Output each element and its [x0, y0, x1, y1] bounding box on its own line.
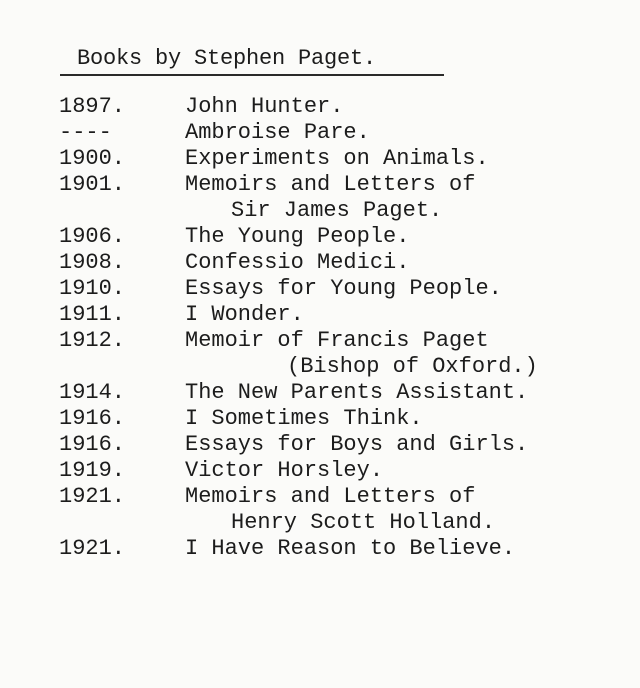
entry-title: Essays for Young People. [185, 276, 502, 301]
list-item [59, 224, 629, 250]
entry-year: 1914. [59, 380, 126, 405]
entry-title-continuation: (Bishop of Oxford.) [287, 354, 538, 379]
entry-title: Confessio Medici. [185, 250, 410, 275]
entry-year: 1911. [59, 302, 126, 327]
list-item [59, 146, 629, 172]
entry-title: The New Parents Assistant. [185, 380, 529, 405]
entry-year: 1912. [59, 328, 126, 353]
list-item [59, 328, 629, 380]
list-item [59, 458, 629, 484]
entry-title: I Wonder. [185, 302, 304, 327]
entry-title-continuation: Henry Scott Holland. [231, 510, 496, 535]
entry-year: 1921. [59, 484, 126, 509]
entry-title: Essays for Boys and Girls. [185, 432, 529, 457]
list-item [59, 276, 629, 302]
list-item [59, 432, 629, 458]
entry-year: 1897. [59, 94, 126, 119]
book-list [59, 94, 629, 562]
entry-year: 1900. [59, 146, 126, 171]
entry-title: The Young People. [185, 224, 410, 249]
entry-year: 1919. [59, 458, 126, 483]
entry-title: Ambroise Pare. [185, 120, 370, 145]
entry-title-continuation: Sir James Paget. [231, 198, 443, 223]
entry-title: I Have Reason to Believe. [185, 536, 516, 561]
list-item [59, 120, 629, 146]
entry-title: Memoir of Francis Paget [185, 328, 489, 353]
entry-year: 1921. [59, 536, 126, 561]
entry-title: Experiments on Animals. [185, 146, 489, 171]
list-item [59, 302, 629, 328]
entry-title: Memoirs and Letters of [185, 484, 476, 509]
list-item [59, 94, 629, 120]
list-item [59, 172, 629, 224]
list-item [59, 536, 629, 562]
entry-year: 1910. [59, 276, 126, 301]
list-item [59, 484, 629, 536]
entry-year: 1906. [59, 224, 126, 249]
entry-year: 1916. [59, 406, 126, 431]
entry-title: John Hunter. [185, 94, 344, 119]
entry-year: ---- [59, 120, 112, 145]
list-item [59, 406, 629, 432]
entry-title: Memoirs and Letters of [185, 172, 476, 197]
entry-year: 1901. [59, 172, 126, 197]
entry-year: 1908. [59, 250, 126, 275]
entry-year: 1916. [59, 432, 126, 457]
list-item [59, 380, 629, 406]
page-title: Books by Stephen Paget. [60, 44, 444, 76]
entry-title: Victor Horsley. [185, 458, 384, 483]
list-item [59, 250, 629, 276]
entry-title: I Sometimes Think. [185, 406, 423, 431]
